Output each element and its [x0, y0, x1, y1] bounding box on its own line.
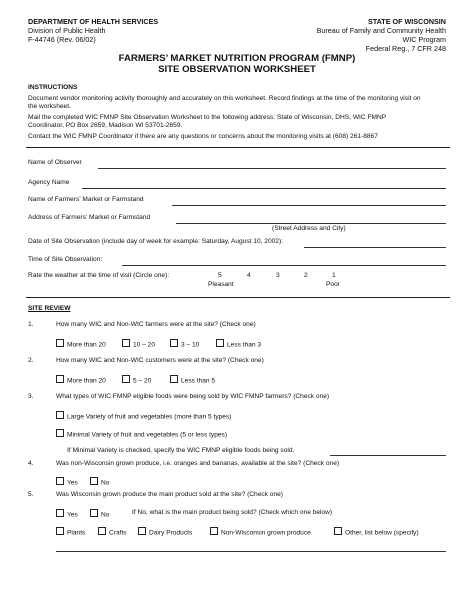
weather-rating-5[interactable]: 5 [218, 272, 222, 279]
market-name-label: Name of Farmers’ Market or Farmstand [28, 196, 144, 203]
q5-followup-text: If No, what is the main product being sold? (Check which one below) [132, 509, 333, 516]
weather-pleasant-label: Pleasant [208, 281, 234, 288]
instructions-paragraph1-cont: the worksheet. [28, 103, 71, 110]
q3-followup-input-line[interactable] [330, 455, 446, 456]
q5-product-dairy[interactable]: Dairy Products [138, 527, 192, 538]
q4-option-yes[interactable]: Yes [56, 477, 78, 488]
q3-followup-text: If Minimal Variety is checked, specify the WIC FMNP eligible foods being sold. [67, 447, 295, 454]
checkbox-icon[interactable] [56, 375, 64, 383]
weather-rating-2[interactable]: 2 [304, 272, 308, 279]
checkbox-icon[interactable] [56, 429, 64, 437]
q4-option-no[interactable]: No [90, 477, 109, 488]
market-address-label: Address of Farmers’ Market or Farmstand [28, 214, 151, 221]
state-name: STATE OF WISCONSIN [368, 17, 446, 26]
q4-number: 4. [28, 460, 34, 467]
site-review-heading: SITE REVIEW [28, 305, 71, 312]
q5-product-crafts[interactable]: Crafts [98, 527, 127, 538]
market-name-input-line[interactable] [172, 205, 446, 206]
q3-option-minimal-variety[interactable]: Minimal Variety of fruit and vegetables (5 or less types) [56, 429, 227, 440]
divider-middle [26, 297, 450, 298]
q2-option-less-than-5[interactable]: Less than 5 [170, 375, 215, 386]
bureau-name: Bureau of Family and Community Health [316, 26, 446, 35]
federal-regulation: Federal Reg., 7 CFR 248 [365, 44, 446, 53]
q5-other-input-line[interactable] [56, 551, 446, 552]
divider-top [26, 147, 450, 148]
agency-label: Agency Name [28, 179, 70, 186]
q3-option-large-variety[interactable]: Large Variety of fruit and vegetables (more than 5 types) [56, 411, 231, 422]
weather-rating-1[interactable]: 1 [332, 272, 336, 279]
q1-number: 1. [28, 321, 34, 328]
q3-number: 3. [28, 393, 34, 400]
checkbox-icon[interactable] [170, 375, 178, 383]
q5-text: Was Wisconsin grown produce the main product sold at the site? (Check one) [56, 491, 283, 498]
instructions-paragraph2: Mail the completed WIC FMNP Site Observation Worksheet to the following address: State of Wisconsin, DHS, WIC FMNP [28, 114, 387, 121]
market-address-input-line[interactable] [176, 223, 446, 224]
q5-product-non-wisconsin[interactable]: Non-Wisconsin grown produce [210, 527, 311, 538]
form-title-line1: FARMERS’ MARKET NUTRITION PROGRAM (FMNP) [118, 53, 356, 64]
checkbox-icon[interactable] [216, 339, 224, 347]
instructions-paragraph1: Document vendor monitoring activity thoroughly and accurately on this worksheet. Record findings at the time of the monitoring visit on [28, 95, 421, 102]
q1-option-less-than-3[interactable]: Less than 3 [216, 339, 261, 350]
department-name: DEPARTMENT OF HEALTH SERVICES [28, 17, 159, 26]
q1-text: How many WIC and Non-WIC farmers were at the site? (Check one) [56, 321, 256, 328]
q5-option-no[interactable]: No [90, 509, 109, 520]
checkbox-icon[interactable] [90, 509, 98, 517]
form-number: F-44746 (Rev. 06/02) [28, 35, 96, 44]
q1-option-more-than-20[interactable]: More than 20 [56, 339, 106, 350]
checkbox-icon[interactable] [56, 527, 64, 535]
weather-rating-3[interactable]: 3 [276, 272, 280, 279]
q2-text: How many WIC and Non-WIC customers were at the site? (Check one) [56, 357, 264, 364]
q5-product-other[interactable]: Other, list below (specify) [334, 527, 419, 538]
checkbox-icon[interactable] [122, 375, 130, 383]
division-name: Division of Public Health [28, 26, 106, 35]
q5-product-plants[interactable]: Plants [56, 527, 85, 538]
checkbox-icon[interactable] [138, 527, 146, 535]
q2-option-5-20[interactable]: 5 – 20 [122, 375, 151, 386]
observer-input-line[interactable] [98, 168, 446, 169]
q2-option-more-than-20[interactable]: More than 20 [56, 375, 106, 386]
q5-number: 5. [28, 491, 34, 498]
form-title-line2: SITE OBSERVATION WORKSHEET [158, 64, 316, 75]
weather-label: Rate the weather at the time of visit (Circle one): [28, 272, 170, 279]
time-label: Time of Site Observation: [28, 256, 103, 263]
checkbox-icon[interactable] [210, 527, 218, 535]
instructions-heading: INSTRUCTIONS [28, 84, 78, 91]
instructions-paragraph2-cont: Coordinator, PO Box 2659, Madison WI 53701-2659. [28, 122, 183, 129]
time-input-line[interactable] [122, 265, 446, 266]
observer-label: Name of Observer [28, 159, 82, 166]
checkbox-icon[interactable] [122, 339, 130, 347]
q1-option-10-20[interactable]: 10 – 20 [122, 339, 155, 350]
checkbox-icon[interactable] [170, 339, 178, 347]
agency-input-line[interactable] [82, 188, 446, 189]
checkbox-icon[interactable] [56, 509, 64, 517]
checkbox-icon[interactable] [334, 527, 342, 535]
checkbox-icon[interactable] [56, 411, 64, 419]
program-name: WIC Program [402, 35, 446, 44]
date-label: Date of Site Observation (include day of week for example: Saturday, August 10, 2002): [28, 238, 283, 245]
date-input-line[interactable] [304, 247, 446, 248]
q3-text: What types of WIC FMNP eligible foods were being sold by WIC FMNP farmers? (Check one) [56, 393, 330, 400]
q4-text: Was non-Wisconsin grown produce, i.e. oranges and bananas, available at the site? (Check one) [56, 460, 340, 467]
checkbox-icon[interactable] [56, 477, 64, 485]
weather-poor-label: Poor [326, 281, 340, 288]
q5-option-yes[interactable]: Yes [56, 509, 78, 520]
checkbox-icon[interactable] [90, 477, 98, 485]
q1-option-3-10[interactable]: 3 – 10 [170, 339, 199, 350]
address-hint: (Street Address and City) [272, 225, 346, 232]
weather-rating-4[interactable]: 4 [247, 272, 251, 279]
q2-number: 2. [28, 357, 34, 364]
checkbox-icon[interactable] [98, 527, 106, 535]
checkbox-icon[interactable] [56, 339, 64, 347]
instructions-paragraph3: Contact the WIC FMNP Coordinator if there are any questions or concerns about the monitoring visits at (608) 261-8867 [28, 133, 378, 140]
